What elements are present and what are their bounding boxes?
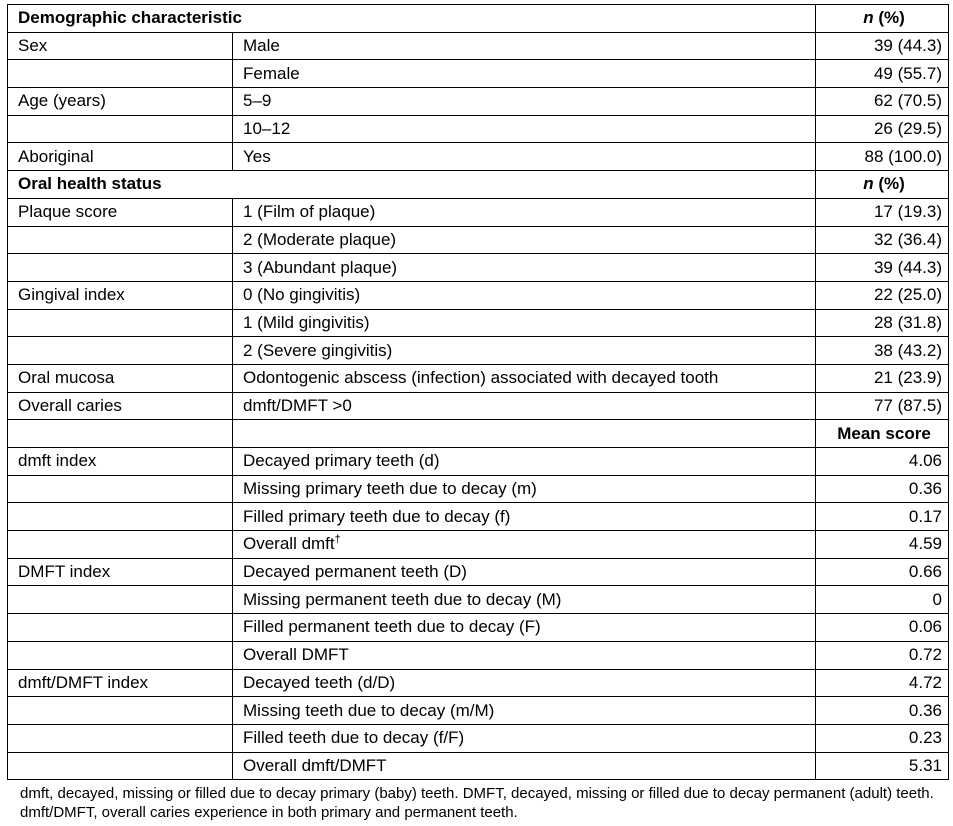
row-subcategory — [233, 143, 816, 171]
table-row — [8, 337, 949, 365]
subcategory-text: Missing primary teeth due to decay (m) — [243, 479, 537, 499]
row-value: 4.06 — [816, 448, 949, 476]
row-value: 28 (31.8) — [816, 309, 949, 337]
row-category — [8, 226, 233, 254]
subcategory-text: Male — [243, 36, 280, 56]
table-row — [8, 143, 949, 171]
n-label: n — [863, 174, 874, 194]
subcategory-text: 3 (Abundant plaque) — [243, 257, 398, 277]
row-value: 4.72 — [816, 669, 949, 697]
subcategory-text: Missing permanent teeth due to decay (M) — [243, 589, 562, 609]
table-row — [8, 281, 949, 309]
row-category — [8, 724, 233, 752]
subcategory-text: 2 (Severe gingivitis) — [243, 340, 393, 360]
table-row — [8, 697, 949, 725]
row-category — [8, 254, 233, 282]
row-category: Aboriginal — [8, 143, 233, 171]
row-value: 0.72 — [816, 641, 949, 669]
table-row — [8, 392, 949, 420]
row-subcategory — [233, 309, 816, 337]
row-category — [8, 641, 233, 669]
row-value: 0.17 — [816, 503, 949, 531]
table-row — [8, 198, 949, 226]
table-row — [8, 32, 949, 60]
table-row — [8, 531, 949, 559]
row-category: Gingival index — [8, 281, 233, 309]
row-subcategory — [233, 32, 816, 60]
subcategory-text: 0 (No gingivitis) — [243, 285, 361, 305]
table-row — [8, 115, 949, 143]
table-row — [8, 586, 949, 614]
row-category: dmft/DMFT index — [8, 669, 233, 697]
subcategory-text: Filled primary teeth due to decay (f) — [243, 506, 511, 526]
row-value: 0.06 — [816, 614, 949, 642]
row-category — [8, 115, 233, 143]
table-row — [8, 60, 949, 88]
row-subcategory — [233, 226, 816, 254]
subcategory-text: 2 (Moderate plaque) — [243, 229, 397, 249]
row-category — [8, 697, 233, 725]
empty-cell — [233, 420, 816, 448]
row-subcategory — [233, 531, 816, 559]
row-subcategory — [233, 448, 816, 476]
row-value: 5.31 — [816, 752, 949, 780]
subcategory-text: Overall dmft/DMFT — [243, 755, 387, 775]
row-value: 62 (70.5) — [816, 88, 949, 116]
table-row — [8, 475, 949, 503]
oral-health-table — [7, 4, 949, 780]
column-header-mean-score: Mean score — [816, 420, 949, 448]
n-label: n — [863, 8, 874, 28]
row-category — [8, 60, 233, 88]
subcategory-text: Yes — [243, 146, 271, 166]
row-value: 38 (43.2) — [816, 337, 949, 365]
table-row — [8, 669, 949, 697]
subcategory-text: Missing teeth due to decay (m/M) — [243, 700, 495, 720]
row-value: 0.36 — [816, 475, 949, 503]
row-subcategory — [233, 752, 816, 780]
row-value: 4.59 — [816, 531, 949, 559]
row-subcategory — [233, 60, 816, 88]
percent-label: (%) — [873, 174, 905, 194]
row-value: 77 (87.5) — [816, 392, 949, 420]
subcategory-text: Decayed permanent teeth (D) — [243, 562, 467, 582]
row-category: Oral mucosa — [8, 364, 233, 392]
row-value: 0.66 — [816, 558, 949, 586]
table-body — [8, 5, 949, 780]
section-header: Oral health status — [8, 171, 816, 199]
row-subcategory — [233, 254, 816, 282]
row-subcategory — [233, 669, 816, 697]
subcategory-text: Filled teeth due to decay (f/F) — [243, 728, 465, 748]
row-category: Sex — [8, 32, 233, 60]
row-category — [8, 503, 233, 531]
subcategory-text: Female — [243, 63, 300, 83]
subcategory-text: Filled permanent teeth due to decay (F) — [243, 617, 541, 637]
table-row — [8, 448, 949, 476]
row-value: 26 (29.5) — [816, 115, 949, 143]
subcategory-text: 10–12 — [243, 119, 291, 139]
row-category — [8, 309, 233, 337]
row-subcategory — [233, 724, 816, 752]
subcategory-text: Decayed primary teeth (d) — [243, 451, 440, 471]
row-value: 0 — [816, 586, 949, 614]
row-category: Overall caries — [8, 392, 233, 420]
row-category: Age (years) — [8, 88, 233, 116]
row-value: 0.23 — [816, 724, 949, 752]
row-value: 39 (44.3) — [816, 32, 949, 60]
row-subcategory — [233, 88, 816, 116]
row-subcategory — [233, 364, 816, 392]
table-row — [8, 641, 949, 669]
subcategory-text: 1 (Mild gingivitis) — [243, 312, 370, 332]
row-value: 39 (44.3) — [816, 254, 949, 282]
footnote-marker: † — [334, 533, 341, 546]
row-value: 49 (55.7) — [816, 60, 949, 88]
column-header-n-percent — [816, 5, 949, 33]
subcategory-text: dmft/DMFT >0 — [243, 395, 352, 415]
row-category: Plaque score — [8, 198, 233, 226]
column-header-n-percent — [816, 171, 949, 199]
row-subcategory — [233, 614, 816, 642]
row-subcategory — [233, 641, 816, 669]
section-header-row — [8, 5, 949, 33]
row-category — [8, 586, 233, 614]
row-subcategory — [233, 198, 816, 226]
row-subcategory — [233, 392, 816, 420]
subcategory-text: Decayed teeth (d/D) — [243, 672, 396, 692]
row-value: 0.36 — [816, 697, 949, 725]
row-subcategory — [233, 475, 816, 503]
table-row — [8, 226, 949, 254]
table-row — [8, 614, 949, 642]
subcategory-text: Odontogenic abscess (infection) associated with decayed tooth — [243, 368, 719, 388]
subcategory-text: 1 (Film of plaque) — [243, 202, 376, 222]
row-value: 88 (100.0) — [816, 143, 949, 171]
row-category — [8, 475, 233, 503]
row-subcategory — [233, 586, 816, 614]
table-row — [8, 724, 949, 752]
row-value: 21 (23.9) — [816, 364, 949, 392]
table-row — [8, 309, 949, 337]
row-category: dmft index — [8, 448, 233, 476]
row-subcategory — [233, 558, 816, 586]
row-subcategory — [233, 281, 816, 309]
row-value: 22 (25.0) — [816, 281, 949, 309]
row-subcategory — [233, 697, 816, 725]
row-subcategory — [233, 503, 816, 531]
subcategory-text: 5–9 — [243, 91, 272, 111]
empty-cell — [8, 420, 233, 448]
table-row — [8, 364, 949, 392]
row-category: DMFT index — [8, 558, 233, 586]
row-category — [8, 337, 233, 365]
subcategory-text: Overall DMFT — [243, 645, 349, 665]
table-row — [8, 752, 949, 780]
section-header: Demographic characteristic — [8, 5, 816, 33]
row-category — [8, 531, 233, 559]
row-subcategory — [233, 337, 816, 365]
section-header-row — [8, 171, 949, 199]
row-category — [8, 752, 233, 780]
table-row — [8, 558, 949, 586]
section-header-row — [8, 420, 949, 448]
row-value: 17 (19.3) — [816, 198, 949, 226]
row-subcategory — [233, 115, 816, 143]
table-footnote: dmft, decayed, missing or filled due to decay primary (baby) teeth. DMFT, decayed, missing or filled due to decay permanent (adult) teeth. dmft/DMFT, overall caries experience in both primary and permanent teeth. — [20, 785, 934, 821]
percent-label: (%) — [873, 8, 905, 28]
table-row — [8, 88, 949, 116]
row-value: 32 (36.4) — [816, 226, 949, 254]
table-row — [8, 254, 949, 282]
table-row — [8, 503, 949, 531]
row-category — [8, 614, 233, 642]
subcategory-text: Overall dmft — [243, 534, 335, 554]
